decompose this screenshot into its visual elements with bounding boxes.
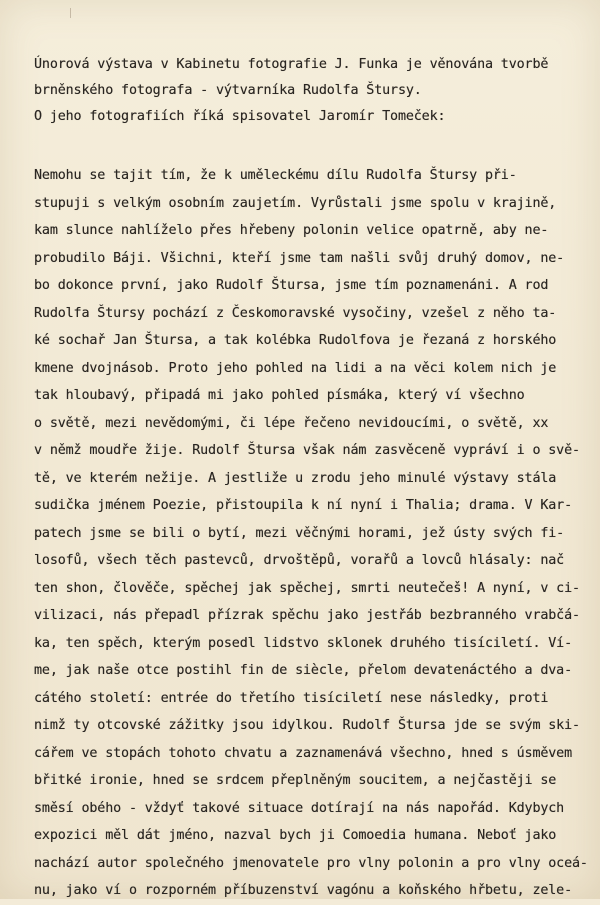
text-line: cářem ve stopách tohoto chvatu a zaznamenává všechno, hned s úsměvem — [34, 745, 573, 761]
text-line: bo dokonce první, jako Rudolf Štursa, jsme tím poznamenáni. A rod — [34, 278, 549, 293]
text-line: cátého století: entrée do třetího tisíciletí nese následky, proti — [34, 690, 549, 706]
intro-line: Únorová výstava v Kabinetu fotografie J. Funka je věnována tvorbě — [34, 57, 549, 72]
text-line: tak hloubavý, připadá mi jako pohled písmáka, který ví všechno — [34, 388, 525, 403]
text-line: patech jsme se bili o bytí, mezi věčnými horami, jež ústy svých fi- — [34, 525, 565, 541]
text-line: ten shon, člověče, spěchej jak spěchej, smrti neutečeš! A nyní, v ci- — [34, 580, 580, 596]
intro-line: O jeho fotografiích říká spisovatel Jaromír Tomeček: — [34, 109, 446, 124]
text-line: vilizaci, nás přepadl přízrak spěchu jako jestřáb bezbranného vrabčá- — [34, 608, 580, 623]
text-line: ké sochař Jan Štursa, a tak kolébka Rudolfova je řezaná z horského — [34, 333, 557, 348]
text-line: kam slunce nahlíželo přes hřebeny polonin velice opatrně, aby ne- — [34, 223, 549, 238]
text-line: me, jak naše otce postihl fin de siècle, přelom devatenáctého a dva- — [34, 663, 573, 678]
text-line: nu, jako ví o rozporném příbuzenství vagónu a koňského hřbetu, zele- — [34, 883, 573, 898]
text-line: Nemohu se tajit tím, že k uměleckému dílu Rudolfa Štursy při- — [34, 168, 517, 183]
text-line: Rudolfa Štursy pochází z Českomoravské vysočiny, vzešel z něho ta- — [34, 305, 557, 321]
text-line: probudilo Báji. Všichni, kteří jsme tam našli svůj druhý domov, ne- — [34, 250, 565, 266]
text-line: o světě, mezi nevědomými, či lépe řečeno nevidoucími, o světě, xx — [34, 415, 549, 431]
text-line: břitké ironie, hned se srdcem přeplněným soucitem, a nejčastěji se — [34, 773, 557, 788]
text-line: směsí obého - vždyť takové situace dotírají na nás napořád. Kdybych — [34, 800, 565, 816]
text-line: sudička jménem Poezie, přistoupila k ní nyní i Thalia; drama. V Kar- — [34, 498, 573, 513]
intro-line: brněnského fotografa - výtvarníka Rudolfa Štursy. — [34, 83, 422, 98]
quote-paragraph — [34, 162, 586, 905]
paper-mark — [70, 8, 71, 18]
text-line: kmene dvojnásob. Proto jeho pohled na lidi a na věci kolem nich je — [34, 360, 557, 376]
text-line: nimž ty otcovské zážitky jsou idylkou. Rudolf Štursa jde se svým ski- — [34, 718, 580, 733]
text-line: losofů, všech těch pastevců, drvoštěpů, vorařů a lovců hlásaly: nač — [34, 553, 565, 568]
text-line: nachází autor společného jmenovatele pro vlny polonin a pro vlny oceá- — [34, 855, 588, 871]
text-line: stupuji s velkým osobním zaujetím. Vyrůstali jsme spolu v krajině, — [34, 195, 557, 211]
text-line: tě, ve kterém nežije. A jestliže u zrodu jeho minulé výstavy stála — [34, 470, 557, 486]
text-line: ka, ten spěch, kterým posedl lidstvo sklonek druhého tisíciletí. Ví- — [34, 635, 573, 651]
text-line: expozici měl dát jméno, nazval bych ji Comoedia humana. Neboť jako — [34, 828, 557, 843]
text-line: v němž moudře žije. Rudolf Štursa však nám zasvěceně vypráví i o svě- — [34, 443, 580, 458]
intro-paragraph — [34, 52, 586, 130]
